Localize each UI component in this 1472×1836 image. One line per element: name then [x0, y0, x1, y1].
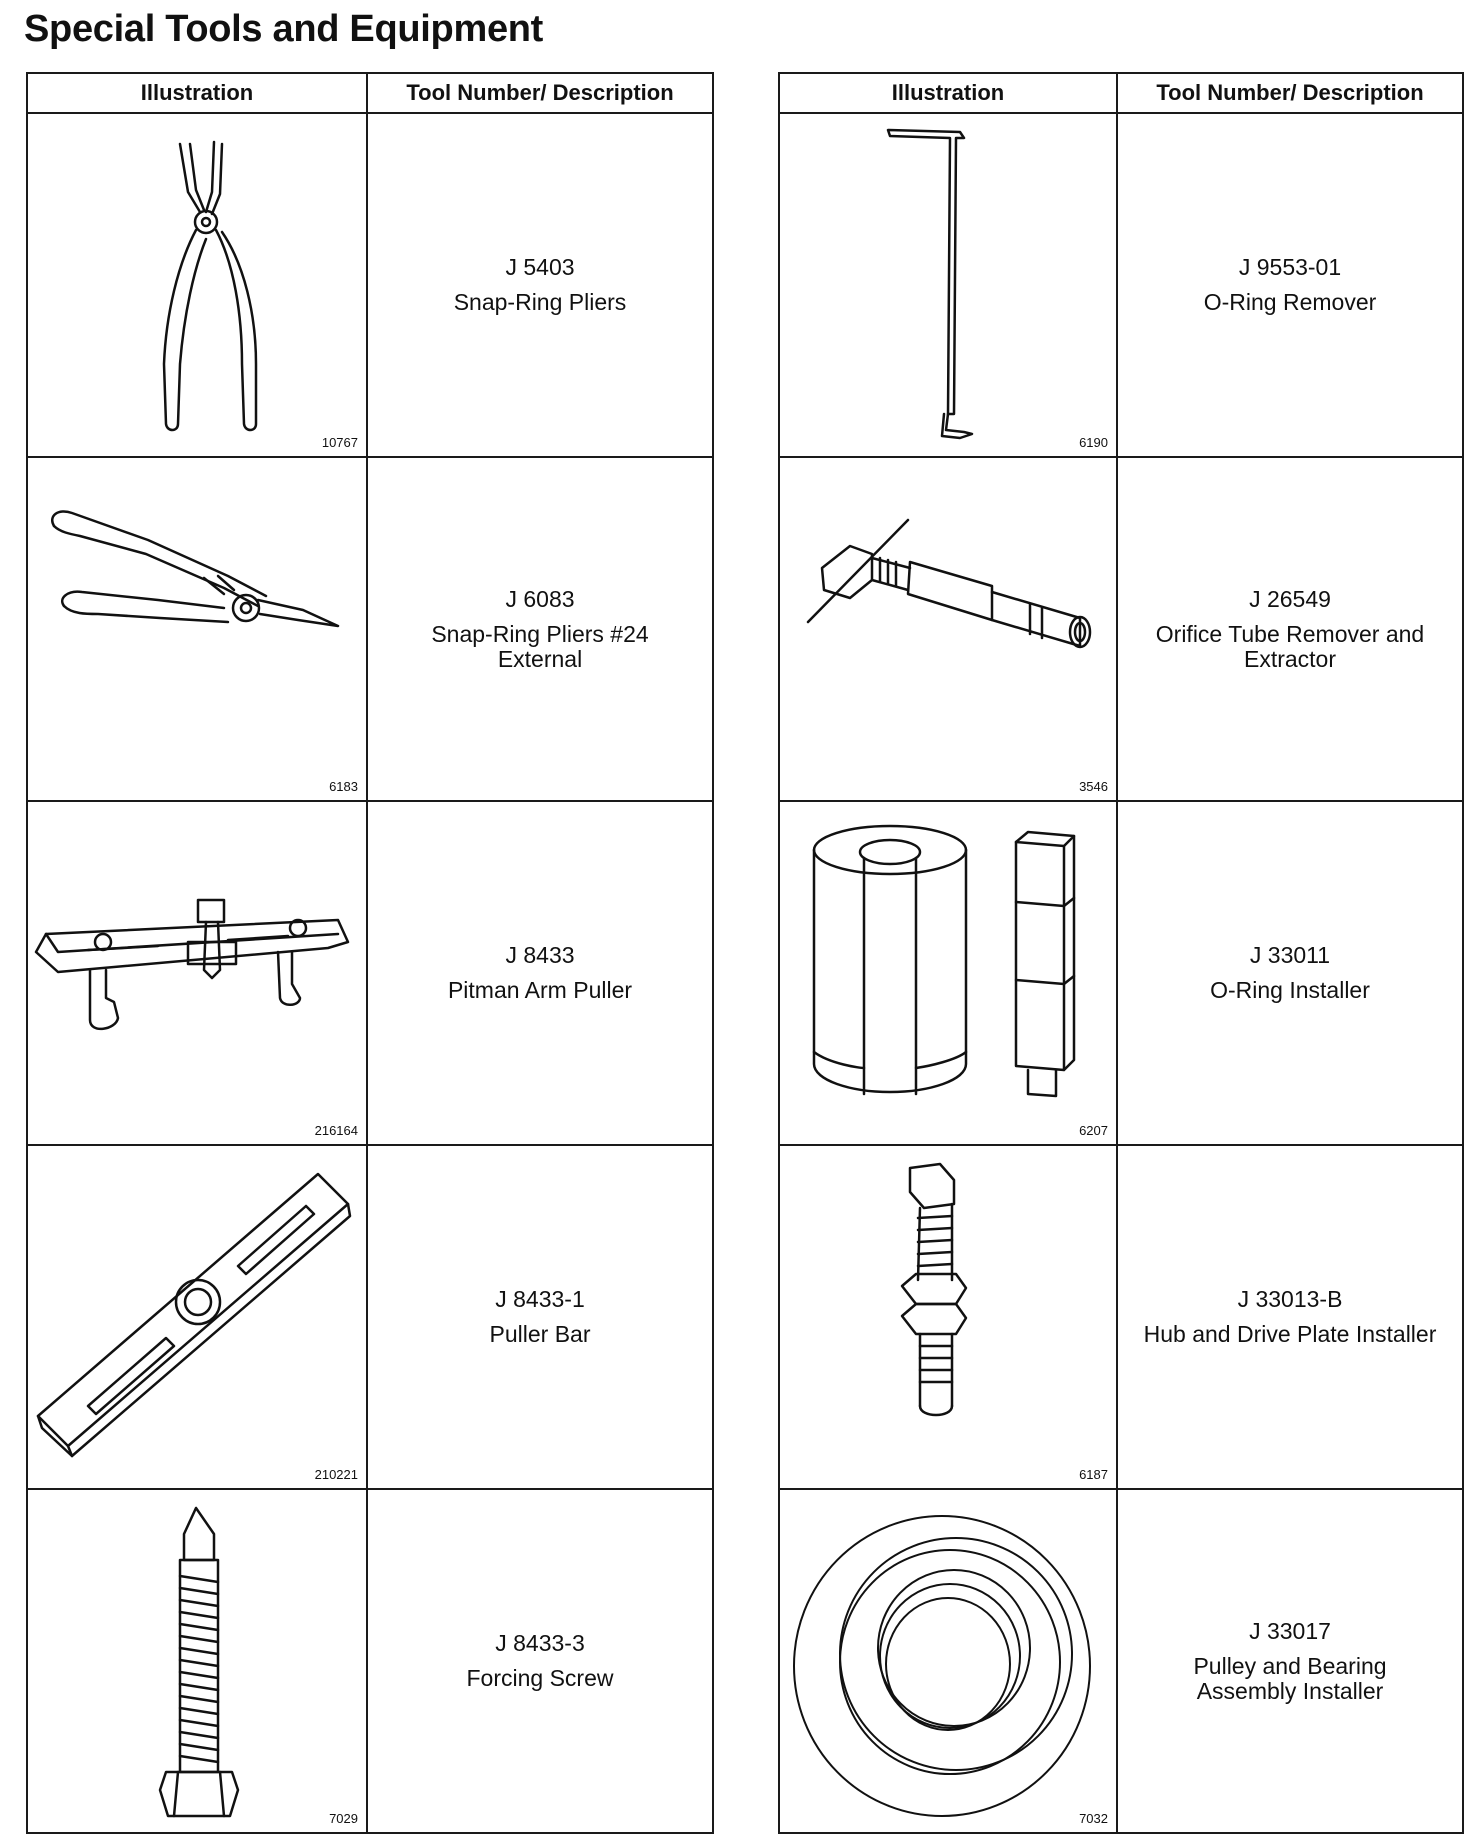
- orifice-tube-remover-icon: [780, 458, 1118, 800]
- tool-description-cell: [367, 801, 713, 1145]
- tool-description-header: Tool Number/ Description: [1117, 73, 1463, 113]
- tool-name: Hub and Drive Plate Installer: [1143, 1321, 1437, 1347]
- illustration-cell: [27, 457, 367, 801]
- illustration-cell: [779, 1145, 1117, 1489]
- table-row: [779, 1489, 1463, 1833]
- illustration-cell: [27, 801, 367, 1145]
- illustration-cell: [779, 1489, 1117, 1833]
- figure-number: 7029: [329, 1811, 358, 1826]
- tool-number: J 8433-3: [495, 1630, 585, 1656]
- illustration-cell: [779, 113, 1117, 457]
- tool-name: Pulley and Bearing Assembly Installer: [1193, 1652, 1387, 1704]
- tool-description-cell: [367, 113, 713, 457]
- table-row: [27, 113, 713, 457]
- tool-number: J 26549: [1249, 585, 1331, 612]
- table-row: [779, 801, 1463, 1145]
- table-row: [27, 801, 713, 1145]
- tool-number: J 33017: [1249, 1617, 1331, 1644]
- table-header-row: [27, 73, 713, 113]
- tool-description-cell: [1117, 1489, 1463, 1833]
- snap-ring-pliers-icon: [28, 114, 368, 456]
- tool-description-cell: [1117, 1145, 1463, 1489]
- tool-description-header: Tool Number/ Description: [367, 73, 713, 113]
- tool-description-cell: [1117, 113, 1463, 457]
- illustration-header: Illustration: [27, 73, 367, 113]
- figure-number: 210221: [314, 1467, 358, 1482]
- tool-description-cell: [1117, 457, 1463, 801]
- hub-drive-plate-installer-icon: [780, 1146, 1118, 1488]
- tool-name: Pitman Arm Puller: [447, 977, 633, 1003]
- tool-description-cell: [367, 1145, 713, 1489]
- illustration-cell: [779, 457, 1117, 801]
- tool-number: J 6083: [505, 585, 575, 612]
- tools-table-left: [26, 72, 714, 1834]
- tool-name: Puller Bar: [489, 1321, 591, 1347]
- illustration-cell: [27, 1489, 367, 1833]
- tools-table-right: [778, 72, 1464, 1834]
- figure-number: 216164: [314, 1123, 358, 1138]
- figure-number: 6183: [329, 779, 358, 794]
- tool-name: Snap-Ring Pliers: [453, 289, 627, 315]
- tool-number: J 33013-B: [1237, 1286, 1343, 1312]
- table-row: [27, 457, 713, 801]
- illustration-cell: [27, 113, 367, 457]
- illustration-cell: [27, 1145, 367, 1489]
- page-title: Special Tools and Equipment: [24, 8, 544, 50]
- tool-number: J 8433: [505, 942, 575, 968]
- pitman-arm-puller-icon: [28, 802, 368, 1144]
- puller-bar-icon: [28, 1146, 368, 1488]
- illustration-header: Illustration: [779, 73, 1117, 113]
- tool-number: J 33011: [1249, 942, 1331, 968]
- figure-number: 10767: [321, 435, 358, 450]
- table-row: [27, 1489, 713, 1833]
- table-row: [27, 1145, 713, 1489]
- forcing-screw-icon: [28, 1490, 368, 1832]
- o-ring-remover-icon: [780, 114, 1118, 456]
- pulley-bearing-installer-icon: [780, 1490, 1118, 1832]
- figure-number: 6207: [1079, 1123, 1108, 1138]
- tool-name: Forcing Screw: [466, 1665, 614, 1691]
- tool-number: J 8433-1: [495, 1286, 585, 1312]
- tool-number: J 9553-01: [1238, 254, 1342, 280]
- o-ring-installer-icon: [780, 802, 1118, 1144]
- illustration-cell: [779, 801, 1117, 1145]
- table-row: [779, 457, 1463, 801]
- tool-number: J 5403: [505, 254, 575, 280]
- table-row: [779, 1145, 1463, 1489]
- table-row: [779, 113, 1463, 457]
- table-header-row: [779, 73, 1463, 113]
- tool-description-cell: [367, 457, 713, 801]
- external-snap-ring-pliers-icon: [28, 458, 368, 800]
- tool-name: O-Ring Installer: [1210, 977, 1370, 1003]
- figure-number: 6190: [1079, 435, 1108, 450]
- tool-name: Snap-Ring Pliers #24 External: [431, 620, 649, 672]
- figure-number: 6187: [1079, 1467, 1108, 1482]
- tool-description-cell: [367, 1489, 713, 1833]
- figure-number: 7032: [1079, 1811, 1108, 1826]
- tool-name: Orifice Tube Remover and Extractor: [1155, 620, 1425, 672]
- tool-description-cell: [1117, 801, 1463, 1145]
- tool-name: O-Ring Remover: [1203, 289, 1377, 315]
- figure-number: 3546: [1079, 779, 1108, 794]
